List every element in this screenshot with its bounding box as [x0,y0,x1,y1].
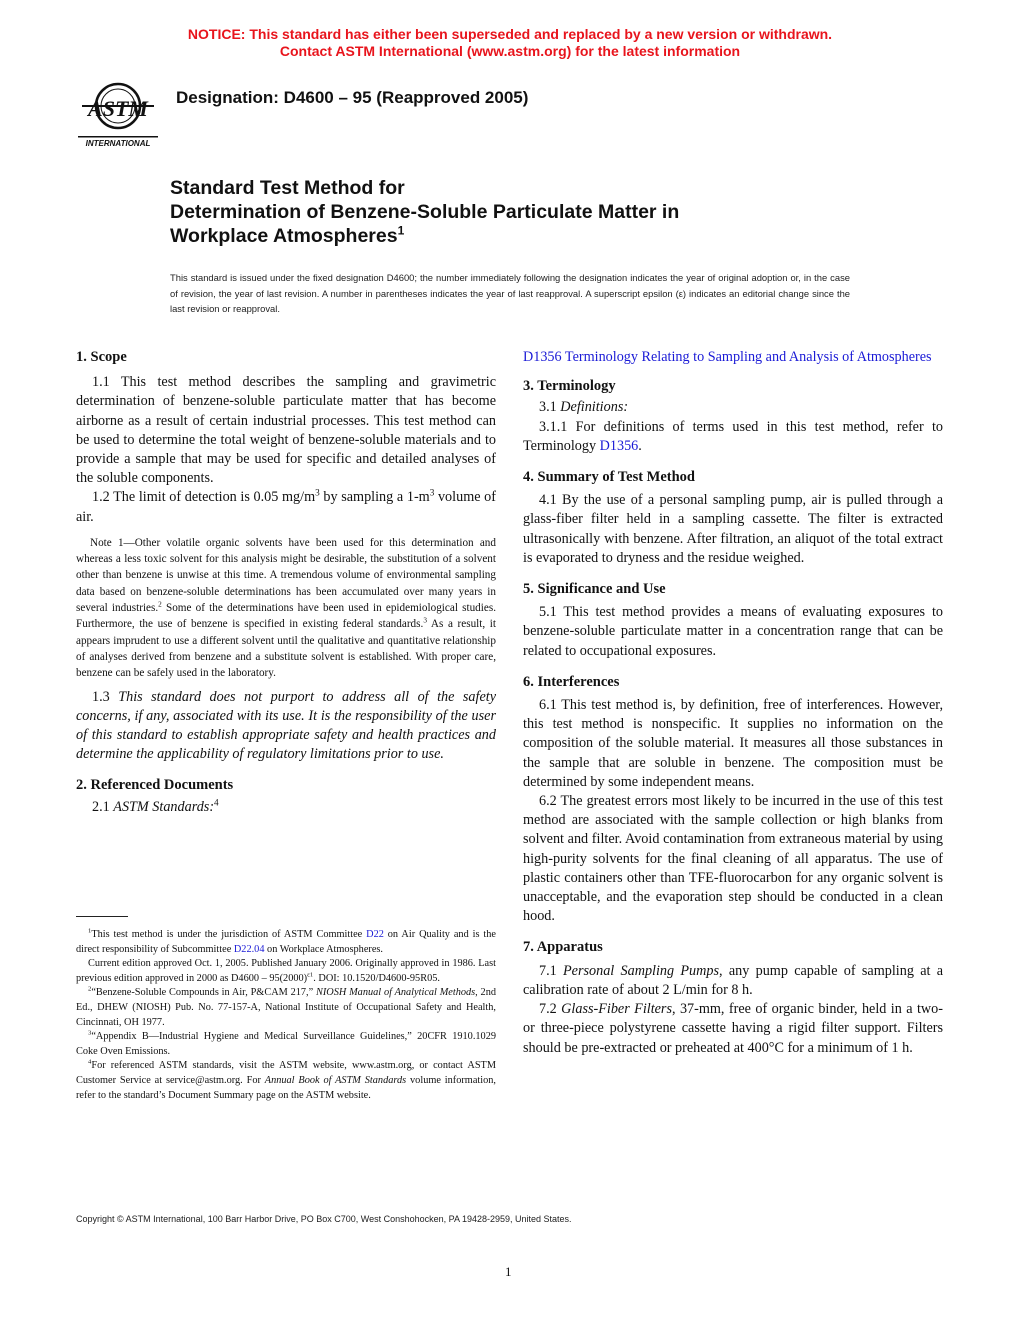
title-footnote-mark[interactable]: 1 [397,223,405,238]
footnote-3: $^3$“Appendix B—Industrial Hygiene and Medical Surveillance Guidelines,” 20CFR 1910.1029 Coke Oven Emissions. [76,1029,496,1057]
para-1-3: 1.3 This standard does not purport to address all of the safety concerns, if any, associated with its use. It is the responsibility of the user of this standard to establish appropriate safety and health practices and determine the applicability of regulatory limitations prior to use. [76,688,496,763]
notice-line-1: NOTICE: This standard has either been superseded and replaced by a new version or withdrawn. [187,26,833,42]
para-2-1: 2.1 ASTM Standards:$^4$ [92,796,219,815]
para-1-1: 1.1 This test method describes the sampling and gravimetric determination of benzene-soluble particulate matter that has become airborne as a result of certain industrial processes. This test method can be used to determine the total weight of benzene-soluble materials and to provide a sample that may be used for specific and detailed analyses of the soluble components. [76,374,496,487]
section-5-heading: 5. Significance and Use [523,581,666,598]
para-4-1: 4.1 By the use of a personal sampling pump, air is pulled through a glass-fiber filter held in a sampling cassette. The filter is extracted ultrasonically with benzene. After filtration, an aliquot of the total extract is evaporated to dryness and the residue weighed. [523,492,943,566]
section-4-heading: 4. Summary of Test Method [523,469,695,486]
page-number: 1 [505,1264,512,1279]
para-1-2: 1.2 The limit of detection is 0.05 $mg/m^3$ by sampling a $1-m^3$ volume of air. [76,487,496,525]
para-5-1: 5.1 This test method provides a means of evaluating exposures to benzene-soluble particulate matter in a concentration range that can be related to occupational exposures. [523,604,943,659]
footnote-4: $^4$For referenced ASTM standards, visit the ASTM website, www.astm.org, or contact ASTM Customer Service at service@astm.org. For Annual Book of ASTM Standards volume information, refer to the standard’s Document Summary page on the ASTM website. [76,1058,496,1101]
preamble: This standard is issued under the fixed designation D4600; the number immediately following the designation indicates the year of original adoption or, in the case of revision, the year of last revision. A number in parentheses indicates the year of last reapproval. A superscript epsilon (ε) indicates an editorial change since the last revision or reapproval. [170,272,850,314]
right-column [523,348,943,1058]
link-d1356-inline[interactable]: D1356 [599,437,639,454]
document-title [170,176,930,248]
para-7-2: 7.2 Glass-Fiber Filters, 37-mm, free of organic binder, held in a two- or three-piece polystyrene cassette having a rigid filter support. Filters should be pre-extracted or preheated at 400°C for a minimum of 1 h. [523,1001,943,1056]
section-1-heading: 1. Scope [76,349,127,365]
note-1: Note 1—Other volatile organic solvents have been used for this determination and whereas a less toxic solvent for this analysis might be desirable, the substitution of a solvent other than benzene is unwise at this time. A tremendous volume of environmental sampling data based on benzene-soluble determinations has been accumulated over many years in several industries.$^2$ Some of the determinations have been used in epidemiological studies. Furthermore, the use of benzene is specified in existing federal standards.$^3$ As a result, it appears imprudent to use a different solvent until the qualitative and quantitative relationship of analyses derived from benzene and a substitute solvent is established. With proper care, benzene can be safely used in the laboratory. [76,536,496,680]
section-7-heading: 7. Apparatus [523,939,603,956]
para-3-1-1: 3.1.1 For definitions of terms used in this test method, refer to Terminology D1356. [523,418,943,454]
footnote-2: $^2$“Benzene-Soluble Compounds in Air, P&CAM 217,” NIOSH Manual of Analytical Methods, 2nd Ed., DHEW (NIOSH) Pub. No. 77-157-A, National Institute of Occupational Safety and Health, Cincinnati, OH 1977. [76,985,496,1028]
designation: Designation: D4600 – 95 (Reapproved 2005) [176,88,529,107]
footnotes [76,928,496,1103]
para-6-1: 6.1 This test method is, by definition, free of interferences. However, this test method is nonspecific. It supplies no information on the composition of the soluble material. It measures all those substances in the sample that are soluble in benzene. The composition must be determined by some independent means. [523,697,943,790]
para-7-1: 7.1 Personal Sampling Pumps, any pump capable of sampling at a calibration rate of about 2 L/min for 8 h. [523,962,944,998]
left-column [76,348,496,817]
title-line-3: Workplace Atmospheres$^1$ [170,223,405,247]
astm-logo [76,76,160,148]
section-2-heading: 2. Referenced Documents [76,777,234,794]
section-6-heading: 6. Interferences [523,673,620,690]
notice-line-2: Contact ASTM International (www.astm.org) for the latest information [279,43,741,59]
reference-d1356: D1356 Terminology Relating to Sampling and Analysis of Atmospheres [523,349,932,365]
para-3-1: 3.1 Definitions: [539,399,629,416]
withdrawal-notice [0,26,1020,60]
para-6-2: 6.2 The greatest errors most likely to be incurred in the use of this test method are associated with the sample collection or high blanks from solvent and filter. Avoid contamination from extraneous material by using high-purity solvents for the final cleaning of all apparatus. The use of plastic containers other than TFE-fluorocarbon for any organic solvent is unacceptable, and the evaporation step should be conducted in a clean hood. [523,793,943,925]
title-line-1: Standard Test Method for [170,177,405,199]
copyright: Copyright © ASTM International, 100 Barr Harbor Drive, PO Box C700, West Conshohocken, PA 19428-2959, United States. [76,1214,572,1224]
footnote-1: $^1$This test method is under the jurisdiction of ASTM Committee D22 on Air Quality and is the direct responsibility of Subcommittee D22.04 on Workplace Atmospheres. [76,927,497,955]
link-d22[interactable]: D22 [366,929,384,940]
link-d1356[interactable]: D1356 [523,349,562,365]
section-3-heading: 3. Terminology [523,378,616,395]
footnote-1-edition: Current edition approved Oct. 1, 2005. Published January 2006. Originally approved in 1986. Last previous edition approved in 2000 as $D4600 - 95(2000)^{\varepsilon 1}$. DOI: 10.1520/D4600-95R05. [76,958,496,984]
logo-international-text: INTERNATIONAL [85,139,151,148]
footnote-divider [76,916,128,917]
link-d22-04[interactable]: D22.04 [233,943,265,955]
title-line-2: Determination of Benzene-Soluble Particulate Matter in [170,201,680,223]
logo-mark-text: ASTM [88,96,148,121]
